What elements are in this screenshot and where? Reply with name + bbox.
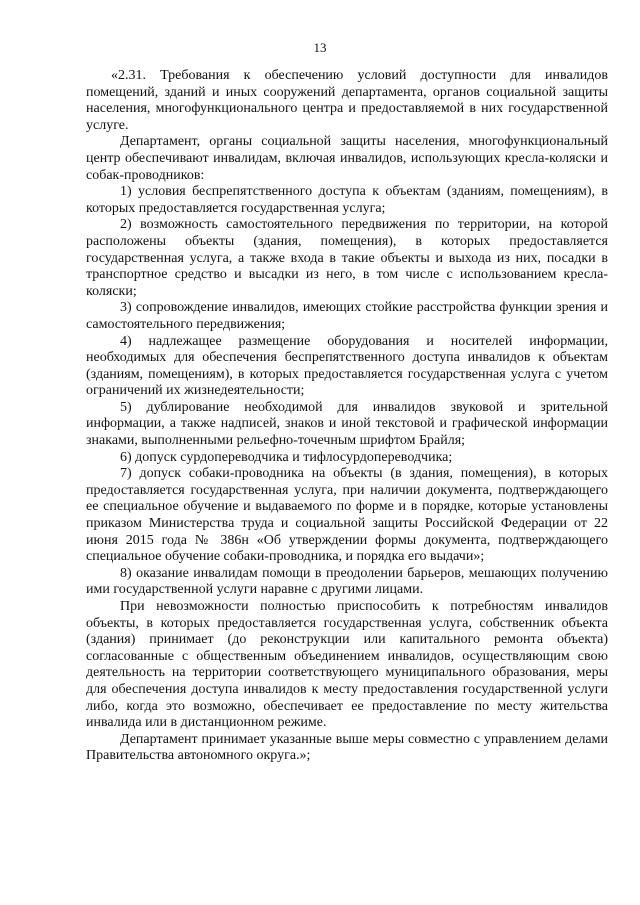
list-item-3: 3) сопровождение инвалидов, имеющих стойкие расстройства функции зрения и самостоятельного передвижения;: [86, 300, 608, 332]
list-item-7: 7) допуск собаки-проводника на объекты (в здания, помещения), в которых предоставляется государственная услуга, при наличии документа, подтверждающего ее специальное обучение и выдаваемого по форме и в порядке, которые установлены приказом Министерства труда и социальной защиты Российской Федерации от 22 июня 2015 года № 386н «Об утверждении формы документа, подтверждающего специальное обучение собаки-проводника, и порядка его выдачи»;: [86, 466, 608, 565]
list-item-6: 6) допуск сурдопереводчика и тифлосурдопереводчика;: [120, 449, 453, 465]
list-item-4: 4) надлежащее размещение оборудования и носителей информации, необходимых для обеспечения беспрепятственного доступа инвалидов к объектам (зданиям, помещениям), в которых предоставляется государственная услуга с учетом ограничений их жизнедеятельности;: [86, 333, 608, 399]
paragraph-intro: Департамент, органы социальной защиты населения, многофункциональный центр обеспечивают инвалидам, включая инвалидов, использующих кресла-коляски и собак-проводников:: [86, 134, 608, 183]
paragraph-section-heading: «2.31. Требования к обеспечению условий доступности для инвалидов помещений, зданий и иных сооружений департамента, органов социальной защиты населения, многофункционального центра и предоставляемой в них государственной услуге.: [86, 68, 608, 133]
document-body: [86, 68, 608, 765]
paragraph-impossibility: При невозможности полностью приспособить к потребностям инвалидов объекты, в которых предоставляется государственная услуга, собственник объекта (здания) принимает (до реконструкции или капитального ремонта объекта) согласованные с общественным объединением инвалидов, осуществляющим свою деятельность на территории соответствующего муниципального образования, меры для обеспечения доступа инвалидов к месту предоставления государственной услуги либо, когда это возможно, обеспечивает ее предоставление по месту жительства инвалида или в дистанционном режиме.: [86, 599, 608, 731]
paragraph-closing: Департамент принимает указанные выше меры совместно с управлением делами Правительства автономного округа.»;: [86, 731, 608, 764]
list-item-2: 2) возможность самостоятельного передвижения по территории, на которой расположены объекты (здания, помещения), в которых предоставляется государственная услуга, а также входа в такие объекты и выхода из них, посадки в транспортное средство и высадки из него, в том числе с использованием кресла-коляски;: [86, 217, 608, 299]
list-item-1: 1) условия беспрепятственного доступа к объектам (зданиям, помещениям), в которых предоставляется государственная услуга;: [86, 184, 608, 216]
page-number: 13: [313, 40, 327, 55]
list-item-8: 8) оказание инвалидам помощи в преодолении барьеров, мешающих получению ими государственной услуги наравне с другими лицами.: [86, 565, 608, 598]
list-item-5: 5) дублирование необходимой для инвалидов звуковой и зрительной информации, а также надписей, знаков и иной текстовой и графической информации знаками, выполненными рельефно-точечным шрифтом Брайля;: [86, 399, 608, 449]
